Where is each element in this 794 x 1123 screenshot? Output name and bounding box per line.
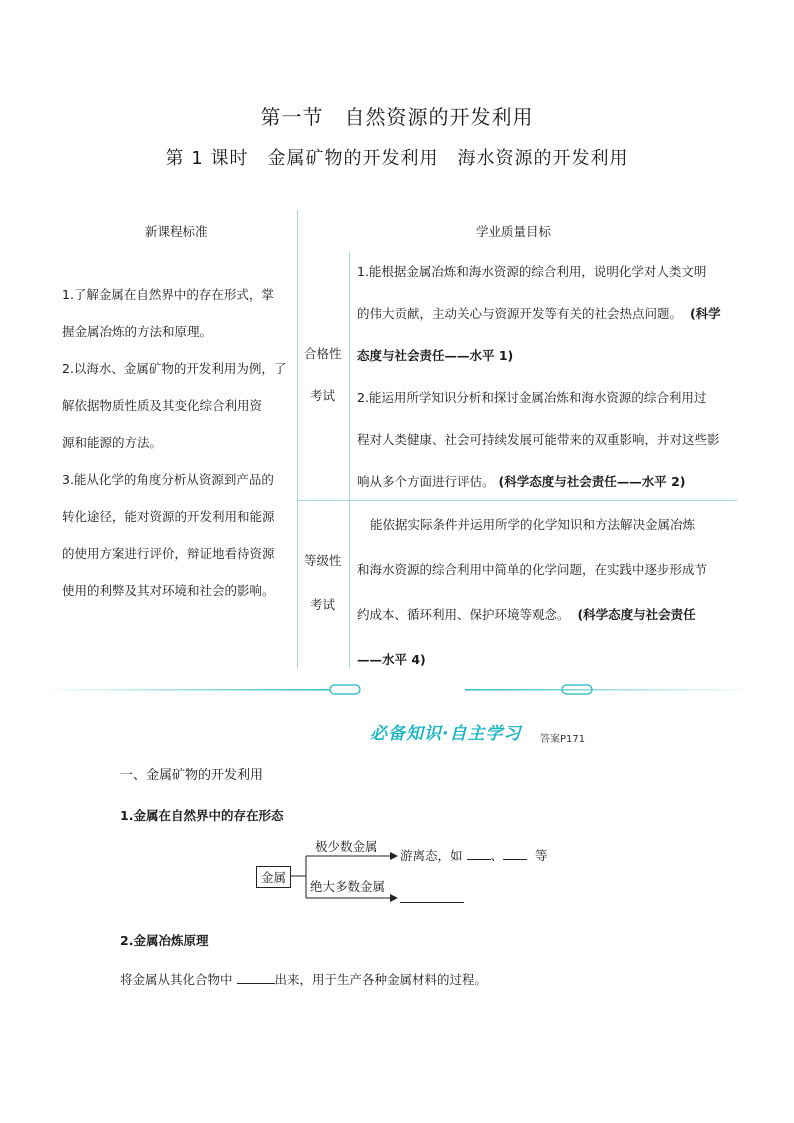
standards-line: 握金属冶炼的方法和原理。 [62,324,213,339]
pass-goals-text [357,251,721,503]
pass-goal-line: 2.能运用所学知识分析和探讨金属冶炼和海水资源的综合利用过 [357,390,707,405]
section-heading: 一、金属矿物的开发利用 [120,768,264,783]
section-title: 第一节 自然资源的开发利用 [260,105,534,129]
quality-goals-header: 学业质量目标 [476,224,552,239]
pass-exam-label: 考试 [310,388,336,403]
item-text: 将金属从其化合物中 出来，用于生产各种金属材料的过程。 [120,972,488,987]
blank-field[interactable] [503,859,527,860]
pass-goal-line: 程对人类健康、社会可持续发展可能带来的双重影响，并对这些影 [357,432,720,447]
pass-goal-line: 的伟大贡献，主动关心与资源开发等有关的社会热点问题。 (科学 [357,306,721,321]
lesson-title: 第 1 课时 金属矿物的开发利用 海水资源的开发利用 [165,148,629,169]
blank-field[interactable] [467,859,491,860]
item-title: 2.金属冶炼原理 [120,933,209,948]
pass-goal-line: 1.能根据金属冶炼和海水资源的综合利用，说明化学对人类文明 [357,264,707,279]
item-title: 1.金属在自然界中的存在形态 [120,808,284,823]
standards-line: 转化途径，能对资源的开发利用和能源 [62,509,275,524]
grade-exam-label: 考试 [310,597,336,612]
result-top: 游离态，如 、 等 [400,848,548,863]
branch-top-label: 极少数金属 [315,839,378,854]
pass-exam-label: 合格性 [304,346,342,361]
standards-text [62,276,286,609]
grade-goal-tag: (科学态度与社会责任 [577,607,696,622]
standards-line: 解依据物质性质及其变化综合利用资 [62,398,263,413]
standards-line: 使用的利弊及其对环境和社会的影响。 [62,583,275,598]
pass-goal-tag: (科学态度与社会责任——水平 2) [498,474,686,489]
diagram-root-box: 金属 [256,866,291,888]
pass-goal-line: 态度与社会责任——水平 1) [357,348,514,363]
grade-exam-label: 等级性 [304,553,342,568]
grade-goal-line: 约成本、循环利用、保护环境等观念。 (科学态度与社会责任 [357,607,696,622]
blank-field[interactable] [400,902,464,903]
blank-field[interactable] [237,983,275,984]
grade-goal-line: ——水平 4) [357,652,426,667]
standards-line: 2.以海水、金属矿物的开发利用为例，了 [62,361,287,376]
pass-goal-line: 响从多个方面进行评估。 (科学态度与社会责任——水平 2) [357,474,686,489]
grade-goal-line: 能依据实际条件并运用所学的化学知识和方法解决金属冶炼 [370,517,696,532]
answer-reference: 答案P171 [540,734,586,745]
standards-line: 源和能源的方法。 [62,435,163,450]
branch-bottom-label: 绝大多数金属 [310,879,386,894]
banner-divider [0,672,794,712]
section-banner-title: 必备知识·自主学习 [370,724,522,744]
grade-goal-line: 和海水资源的综合利用中简单的化学问题，在实践中逐步形成节 [357,562,708,577]
table-divider-label [349,252,350,668]
standards-line: 的使用方案进行评价，辩证地看待资源 [62,546,275,561]
standards-line: 3.能从化学的角度分析从资源到产品的 [62,472,274,487]
table-divider-main [297,210,298,668]
standards-line: 1.了解金属在自然界中的存在形式，掌 [62,287,274,302]
grade-goals-text [357,502,707,682]
standards-header: 新课程标准 [145,224,208,239]
pass-goal-tag: (科学 [689,306,721,321]
